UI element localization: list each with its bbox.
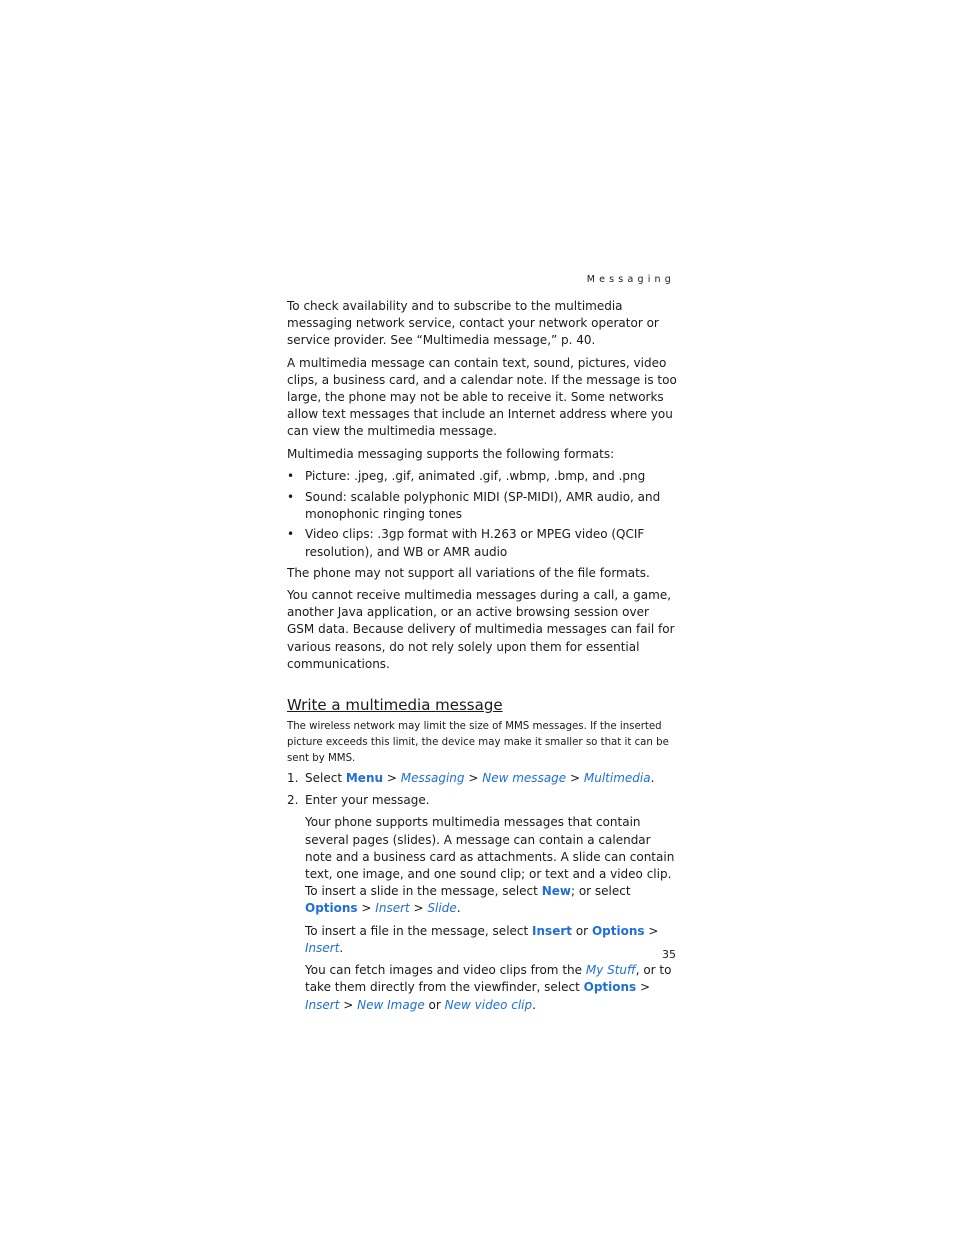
bullet-icon: • [287, 468, 295, 483]
paragraph-format-variations: The phone may not support all variations of the file formats. [287, 565, 650, 580]
my-stuff-link[interactable]: My Stuff [585, 963, 636, 978]
bullet-icon: • [287, 527, 295, 542]
paragraph-formats-intro: Multimedia messaging supports the following formats: [287, 446, 615, 461]
options-link[interactable]: Options [583, 980, 637, 995]
new-message-link[interactable]: New message [482, 771, 567, 786]
list-item: • Sound: scalable polyphonic MIDI (SP-MIDI), AMR audio, and monophonic ringing tones [287, 489, 661, 521]
formats-list [287, 468, 677, 561]
paragraph-receive-limits: You cannot receive multimedia messages during a call, a game, another Java application, or an active browsing session over GSM data. Because delivery of multimedia messages can fail for various reasons, do not rely solely upon them for essential communications. [287, 588, 675, 671]
bullet-icon: • [287, 489, 295, 504]
list-item: • Video clips: .3gp format with H.263 or MPEG video (QCIF resolution), and WB or AMR audio [287, 527, 645, 559]
multimedia-link[interactable]: Multimedia [583, 771, 651, 786]
insert-link[interactable]: Insert [305, 940, 340, 955]
running-head: Messaging [586, 274, 675, 285]
step-2: 2. Enter your message. [287, 793, 430, 808]
insert-link[interactable]: Insert [305, 997, 340, 1012]
page-body [287, 298, 677, 1019]
insert-button-link[interactable]: Insert [532, 923, 572, 938]
section-title: Write a multimedia message [287, 696, 503, 715]
paragraph-mms-contents: A multimedia message can contain text, sound, pictures, video clips, a business card, and a calendar note. If the message is too large, the phone may not be able to receive it. Some networks allow text messages that include an Internet address where you can view the multimedia message. [287, 355, 677, 439]
section-note: The wireless network may limit the size of MMS messages. If the inserted picture exceeds this limit, the device may make it smaller so that it can be sent by MMS. [287, 721, 669, 765]
paragraph-slides: Your phone supports multimedia messages that contain several pages (slides). A message can contain a calendar note and a business card as attachments. A slide can contain text, one image, and one sound clip; or text and a video clip. To insert a slide in the message, select New; or select Options > Insert > Slide. [305, 815, 675, 916]
paragraph-availability: To check availability and to subscribe to the multimedia messaging network service, contact your network operator or service provider. See “Multimedia message,” p. 40. [287, 299, 659, 348]
paragraph-insert-file: To insert a file in the message, select Insert or Options > Insert. [305, 923, 659, 955]
insert-link[interactable]: Insert [375, 901, 410, 916]
menu-link[interactable]: Menu [345, 771, 384, 786]
new-image-link[interactable]: New Image [357, 997, 425, 1012]
paragraph-fetch-media: You can fetch images and video clips from the My Stuff, or to take them directly from the viewfinder, select Options > Insert > New Image or New video clip. [305, 963, 672, 1012]
steps-list [287, 770, 677, 809]
new-video-clip-link[interactable]: New video clip [444, 997, 533, 1012]
new-link[interactable]: New [541, 884, 571, 899]
options-link[interactable]: Options [305, 901, 358, 916]
step-1: 1. Select Menu > Messaging > New message > Multimedia. [287, 771, 655, 786]
list-item: • Picture: .jpeg, .gif, animated .gif, .wbmp, .bmp, and .png [287, 468, 677, 485]
page-number: 35 [662, 948, 676, 961]
slide-link[interactable]: Slide [427, 901, 457, 916]
options-link[interactable]: Options [591, 923, 645, 938]
messaging-link[interactable]: Messaging [400, 771, 465, 786]
